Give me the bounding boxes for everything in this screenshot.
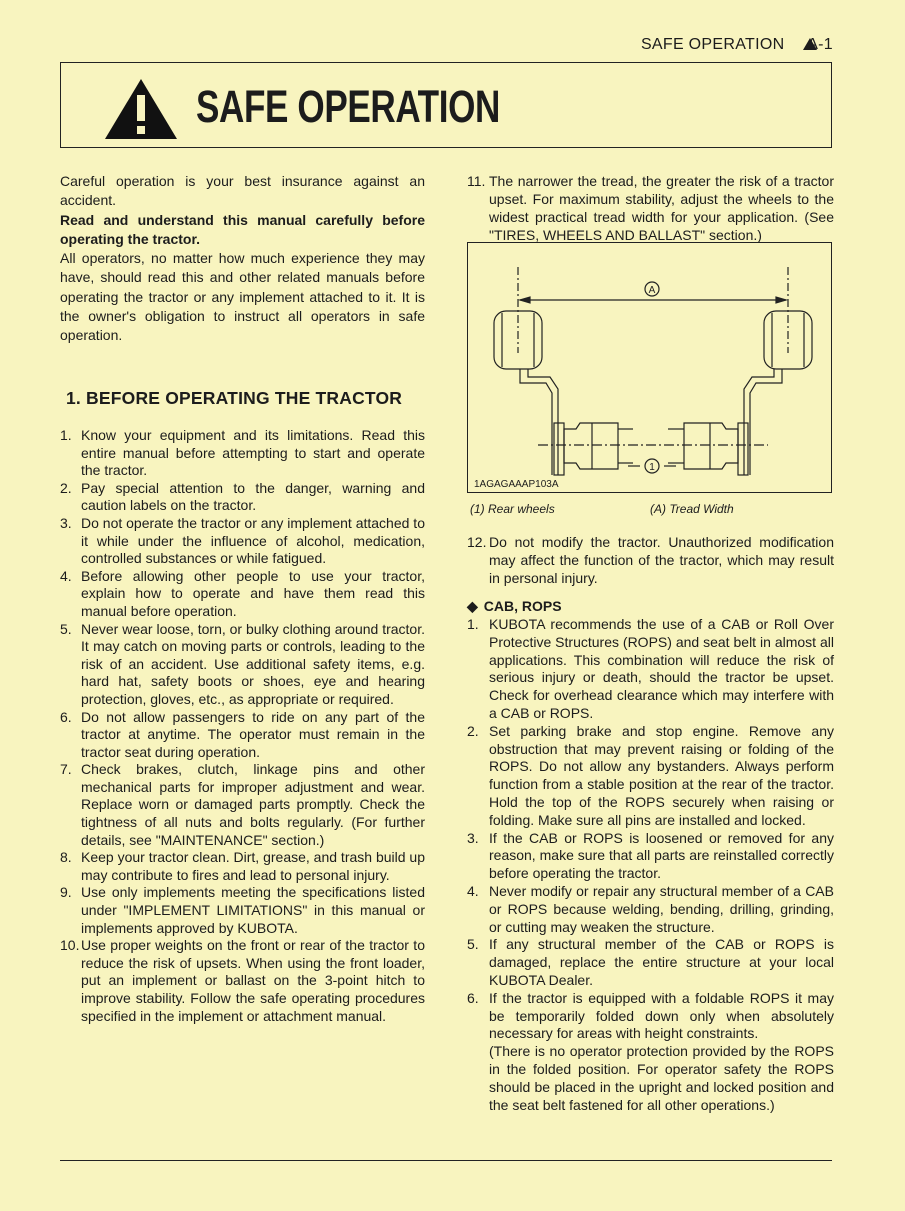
item-number: 4. [467, 882, 479, 899]
list-item [60, 480, 425, 515]
item-text: Keep your tractor clean. Dirt, grease, and trash build up may contribute to fires and lead to personal injury. [81, 849, 425, 883]
item-number: 3. [467, 829, 479, 846]
list-item [60, 709, 425, 762]
cab-heading-text: CAB, ROPS [483, 598, 562, 614]
cab-rops-heading [467, 598, 562, 615]
item-text: Pay special attention to the danger, warning and caution labels on the tractor. [81, 479, 425, 514]
item-number: 6. [60, 708, 72, 725]
list-item [467, 936, 834, 989]
item-text: The narrower the tread, the greater the risk of a tractor upset. For maximum stability, adjust the wheels to the widest practical tread width for your application. (See "TIRES, WHEELS AND BALLAST" section.) [489, 173, 834, 243]
item-number: 8. [60, 849, 72, 866]
title-box [60, 62, 832, 148]
item-text: Set parking brake and stop engine. Remove any obstruction that may prevent raising or folding of the ROPS. Do not allow any bystanders. Always perform function from a stable position at the rear of the tractor. Hold the top of the ROPS securely when raising or folding. Make sure all pins are installed and locked. [489, 722, 834, 828]
item-text: KUBOTA recommends the use of a CAB or Roll Over Protective Structures (ROPS) and seat belt in almost all applications. This combination will reduce the risk of serious injury or death, should the tractor be upset. Check for overhead clearance which may interfere with a CAB or ROPS. [489, 616, 834, 721]
intro-paragraph-1: Careful operation is your best insurance against an accident. [60, 173, 425, 209]
list-item [467, 990, 834, 1043]
label-1: 1 [649, 462, 655, 473]
item-number: 5. [60, 620, 72, 637]
diamond-bullet-icon: ◆ [467, 598, 478, 614]
footer-rule [60, 1160, 832, 1161]
item-text: Never wear loose, torn, or bulky clothing around tractor. It may catch on moving parts or controls, leading to the risk of an accident. Use additional safety items, e.g. hard hat, safety boots or shoes, eye and hearing protection, gloves, etc., as appropriate or required. [81, 620, 425, 707]
caption-tread-width: (A) Tread Width [650, 502, 734, 516]
list-item [467, 830, 834, 883]
item-text: Never modify or repair any structural member of a CAB or ROPS because welding, bending, drilling, grinding, or cutting may weaken the structure. [489, 882, 834, 935]
running-title: SAFE OPERATION [640, 36, 785, 53]
caption-rear-wheels: (1) Rear wheels [470, 502, 555, 516]
section-title: 1. BEFORE OPERATING THE TRACTOR [66, 388, 403, 408]
item-text: Use proper weights on the front or rear of the tractor to reduce the risk of upsets. When using the front loader, put an implement or ballast on the 3-point hitch to improve stability. Follow the safe operating procedures specified in the implement or attachment manual. [81, 937, 425, 1024]
item-12 [467, 533, 834, 587]
item-text: If the CAB or ROPS is loosened or removed for any reason, make sure that all parts are reinstalled correctly before operating the tractor. [489, 829, 834, 882]
intro-paragraph-3: All operators, no matter how much experience they may have, should read this and other related manuals before operating the tractor or any implement attached to it. It is the owner's obligation to instruct all operators in safe operation. [60, 250, 425, 344]
item-number: 2. [467, 722, 479, 739]
before-operating-list [60, 427, 425, 1025]
page-title: SAFE OPERATION [196, 81, 500, 132]
list-item [60, 427, 425, 480]
list-item [60, 937, 425, 1025]
list-item [60, 884, 425, 937]
item-number: 5. [467, 936, 479, 953]
item-text: If any structural member of the CAB or ROPS is damaged, replace the entire structure at your local KUBOTA Dealer. [489, 936, 834, 988]
rear-wheels-diagram [468, 243, 831, 492]
list-item [467, 172, 834, 244]
item-number: 12. [467, 534, 487, 550]
intro-paragraph-2: Read and understand this manual carefully before operating the tractor. [60, 211, 425, 247]
item-number: 7. [60, 761, 72, 778]
item-number: 1. [467, 616, 479, 632]
list-item [467, 616, 834, 723]
list-item [60, 621, 425, 709]
intro [60, 172, 425, 346]
item-number: 3. [60, 514, 72, 531]
list-item [467, 533, 834, 587]
cab-rops-list [467, 616, 834, 1114]
list-item [60, 849, 425, 884]
item-number: 2. [60, 479, 72, 496]
item-text: Do not modify the tractor. Unauthorized modification may affect the function of the tractor, which may result in personal injury. [489, 534, 834, 586]
figure-code: 1AGAGAAAP103A [474, 479, 559, 490]
list-item [60, 568, 425, 621]
item-number: 4. [60, 567, 72, 584]
list-item-note [467, 1043, 834, 1114]
item-number: 9. [60, 884, 72, 901]
folded-rops-note: (There is no operator protection provided by the ROPS in the folded position. For operator safety the ROPS should be placed in the upright and locked position and the seat belt fastened for all other operations.) [489, 1043, 834, 1113]
page-number: A-1 [807, 36, 833, 53]
item-number: 1. [60, 427, 72, 443]
item-text: Use only implements meeting the specifications listed under "IMPLEMENT LIMITATIONS" in this manual or implements approved by KUBOTA. [81, 884, 425, 936]
tread-width-figure [467, 242, 832, 493]
item-text: Check brakes, clutch, linkage pins and other mechanical parts for improper adjustment and wear. Replace worn or damaged parts promptly. Check the tightness of all nuts and bolts regularly. (For further details, see "MAINTENANCE" section.) [81, 761, 425, 848]
item-text: If the tractor is equipped with a foldable ROPS it may be temporarily folded down only when absolutely necessary for areas with height constraints. [489, 989, 834, 1042]
item-text: Know your equipment and its limitations. Read this entire manual before attempting to start and operate the tractor. [81, 427, 425, 479]
list-item [60, 761, 425, 849]
label-a: A [648, 285, 656, 296]
item-text: Do not operate the tractor or any implement attached to it while under the influence of alcohol, medication, controlled substances or while fatigued. [81, 514, 425, 567]
item-number: 11. [467, 173, 486, 189]
running-header [641, 36, 833, 54]
item-11 [467, 172, 834, 244]
item-number: 6. [467, 989, 479, 1006]
list-item [467, 723, 834, 830]
item-text: Do not allow passengers to ride on any part of the tractor at anytime. The operator must remain in the tractor seat during operation. [81, 708, 425, 760]
item-number: 10. [60, 937, 80, 954]
warning-triangle-icon [103, 77, 179, 141]
list-item [467, 883, 834, 936]
item-text: Before allowing other people to use your tractor, explain how to operate and have them read this manual before operation. [81, 567, 425, 619]
list-item [60, 515, 425, 568]
